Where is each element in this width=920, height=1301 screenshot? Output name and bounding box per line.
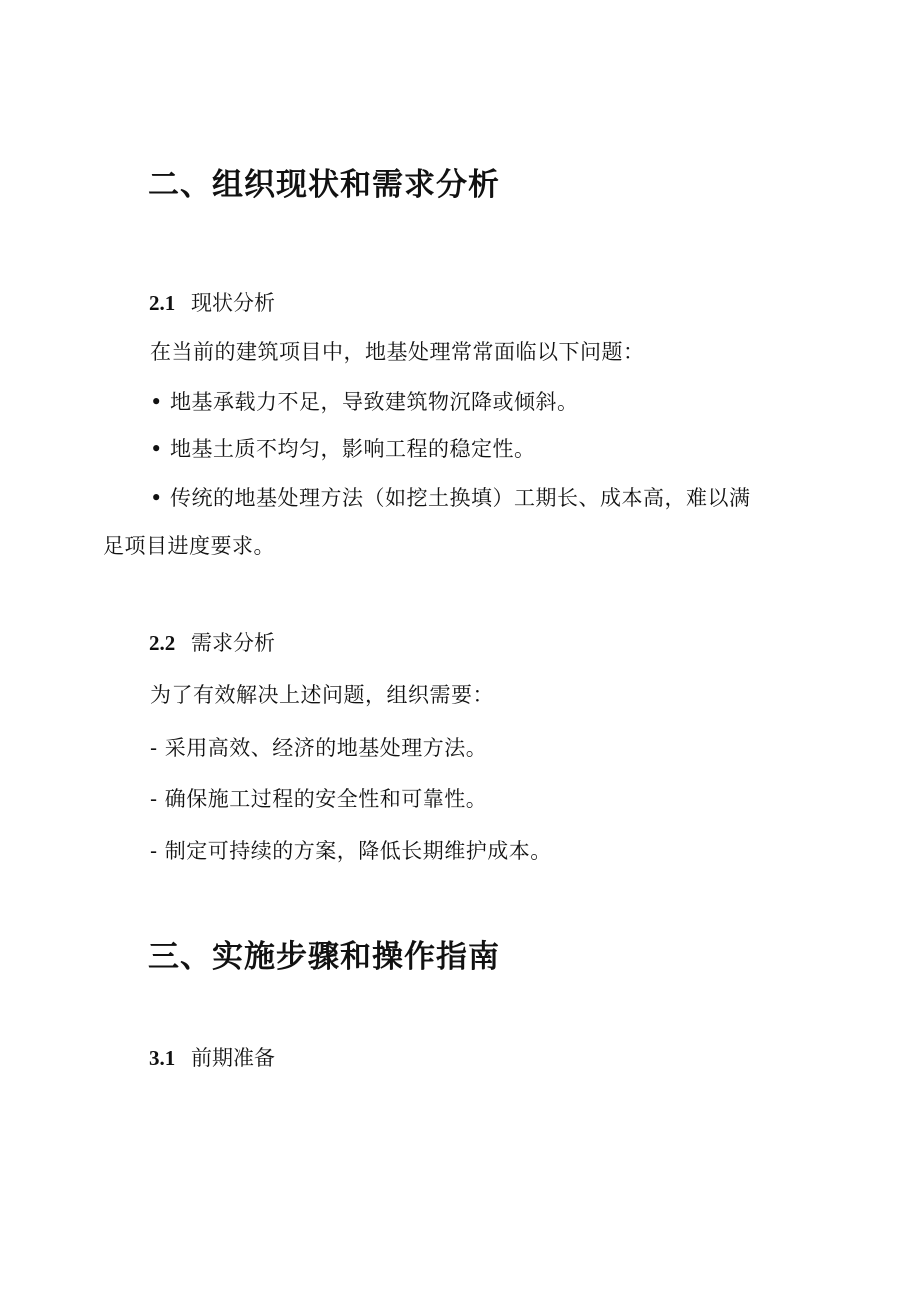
subsection-title: 现状分析 (191, 291, 275, 315)
subsection-number: 3.1 (149, 1046, 176, 1070)
section-heading: 三、实施步骤和操作指南 (148, 939, 500, 975)
section-heading: 二、组织现状和需求分析 (148, 167, 500, 203)
bullet-item: • 地基承载力不足，导致建筑物沉降或倾斜。 (150, 390, 579, 414)
subsection-number: 2.2 (149, 631, 176, 655)
subsection-heading (149, 1043, 275, 1073)
paragraph: 在当前的建筑项目中，地基处理常常面临以下问题： (150, 340, 645, 364)
subsection-number: 2.1 (149, 291, 176, 315)
subsection-heading (149, 628, 275, 658)
subsection-title: 前期准备 (191, 1046, 275, 1070)
dash-item: - 采用高效、经济的地基处理方法。 (150, 736, 488, 760)
bullet-item-continuation: 足项目进度要求。 (103, 534, 275, 558)
subsection-title: 需求分析 (191, 631, 275, 655)
dash-item: - 制定可持续的方案，降低长期维护成本。 (150, 839, 552, 863)
subsection-heading (149, 288, 275, 318)
bullet-item: • 传统的地基处理方法（如挖土换填）工期长、成本高，难以满 (150, 486, 751, 510)
paragraph: 为了有效解决上述问题，组织需要： (150, 683, 494, 707)
bullet-item: • 地基土质不均匀，影响工程的稳定性。 (150, 437, 536, 461)
dash-item: - 确保施工过程的安全性和可靠性。 (150, 787, 488, 811)
